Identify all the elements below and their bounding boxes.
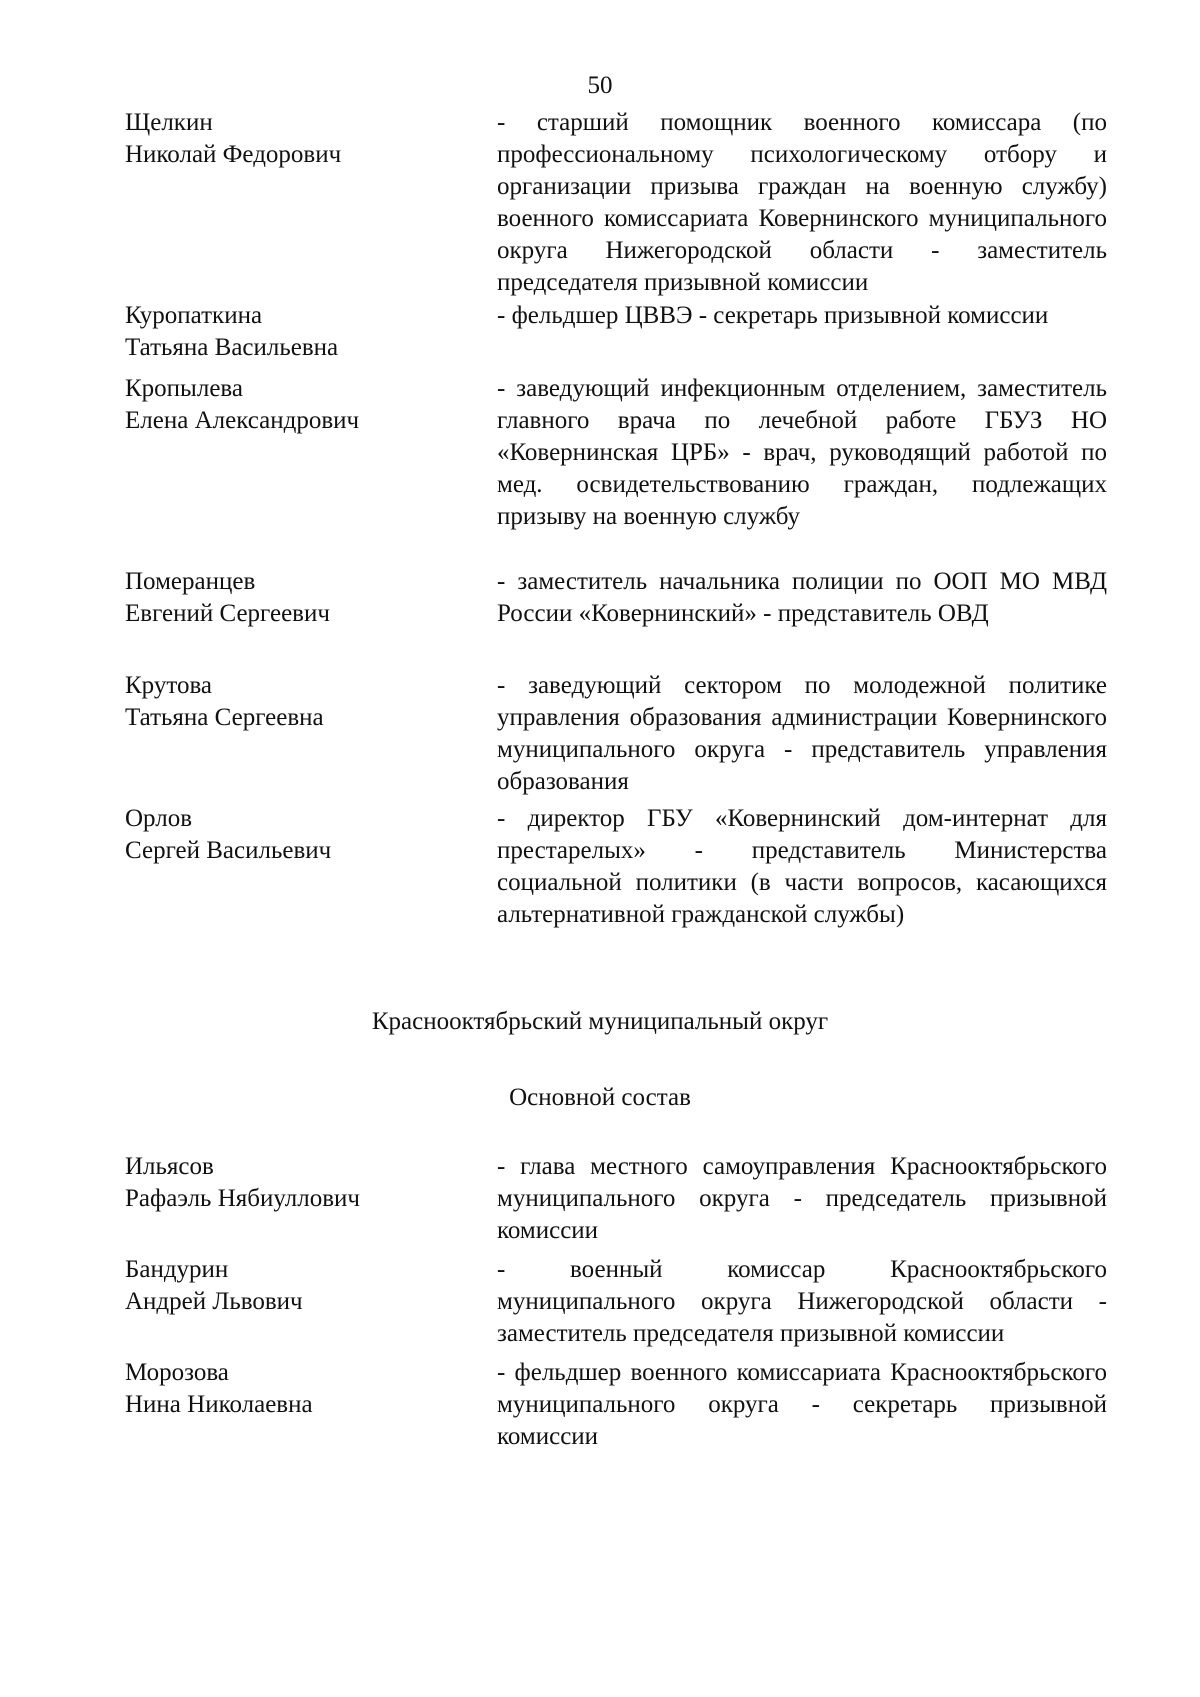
member-surname: Крутова xyxy=(125,672,213,699)
member-role: - заведующий инфекционным отделением, заместитель главного врача по лечебной работе ГБУЗ НО «Ковернинская ЦРБ» - врач, руководящий работой по мед. освидетельствованию граждан, подлежащих призыву на военную службу xyxy=(497,375,1107,530)
member-surname: Ильясов xyxy=(125,1153,214,1180)
member-surname: Орлов xyxy=(125,805,193,832)
member-surname: Щелкин xyxy=(125,109,213,136)
member-role: - военный комиссар Краснооктябрьского муниципального округа Нижегородской области - заместитель председателя призывной комиссии xyxy=(497,1256,1107,1347)
member-role: - глава местного самоуправления Краснооктябрьского муниципального округа - председатель призывной комиссии xyxy=(497,1153,1107,1244)
member-given-name: Сергей Васильевич xyxy=(125,837,332,864)
member-name xyxy=(125,670,485,734)
subsection-title: Основной состав xyxy=(509,1084,691,1111)
member-given-name: Евгений Сергеевич xyxy=(125,600,330,627)
member-given-name: Рафаэль Нябиуллович xyxy=(125,1185,360,1212)
section-title: Краснооктябрьский муниципальный округ xyxy=(371,1008,829,1035)
member-name xyxy=(125,300,485,364)
member-given-name: Нина Николаевна xyxy=(125,1391,313,1418)
member-role: - заместитель начальника полиции по ООП МО МВД России «Ковернинский» - представитель ОВД xyxy=(497,568,1107,627)
member-name xyxy=(125,107,485,171)
member-given-name: Андрей Львович xyxy=(125,1288,303,1315)
member-surname: Куропаткина xyxy=(125,302,263,329)
member-given-name: Татьяна Васильевна xyxy=(125,334,339,361)
member-name xyxy=(125,566,485,630)
member-name xyxy=(125,1254,485,1318)
member-given-name: Елена Александрович xyxy=(125,407,360,434)
member-given-name: Татьяна Сергеевна xyxy=(125,704,324,731)
member-role: - фельдшер ЦВВЭ - секретарь призывной комиссии xyxy=(497,302,1049,329)
member-surname: Бандурин xyxy=(125,1256,229,1283)
member-role: - заведующий сектором по молодежной политике управления образования администрации Ковернинского муниципального округа - представитель управления образования xyxy=(497,672,1107,795)
member-surname: Морозова xyxy=(125,1359,229,1386)
member-role: - директор ГБУ «Ковернинский дом-интернат для престарелых» - представитель Министерства социальной политики (в части вопросов, касающихся альтернативной гражданской службы) xyxy=(497,805,1107,928)
member-name xyxy=(125,1151,485,1215)
member-given-name: Николай Федорович xyxy=(125,141,342,168)
page-number: 50 xyxy=(587,72,613,99)
member-role: - старший помощник военного комиссара (по профессиональному психологическому отбору и организации призыва граждан на военную службу) военного комиссариата Ковернинского муниципального округа Нижегородской области - заместитель председателя призывной комиссии xyxy=(497,109,1107,296)
member-name xyxy=(125,1357,485,1421)
member-name xyxy=(125,803,485,867)
member-name xyxy=(125,373,485,437)
member-role: - фельдшер военного комиссариата Краснооктябрьского муниципального округа - секретарь призывной комиссии xyxy=(497,1359,1107,1450)
member-surname: Кропылева xyxy=(125,375,243,402)
member-surname: Померанцев xyxy=(125,568,256,595)
